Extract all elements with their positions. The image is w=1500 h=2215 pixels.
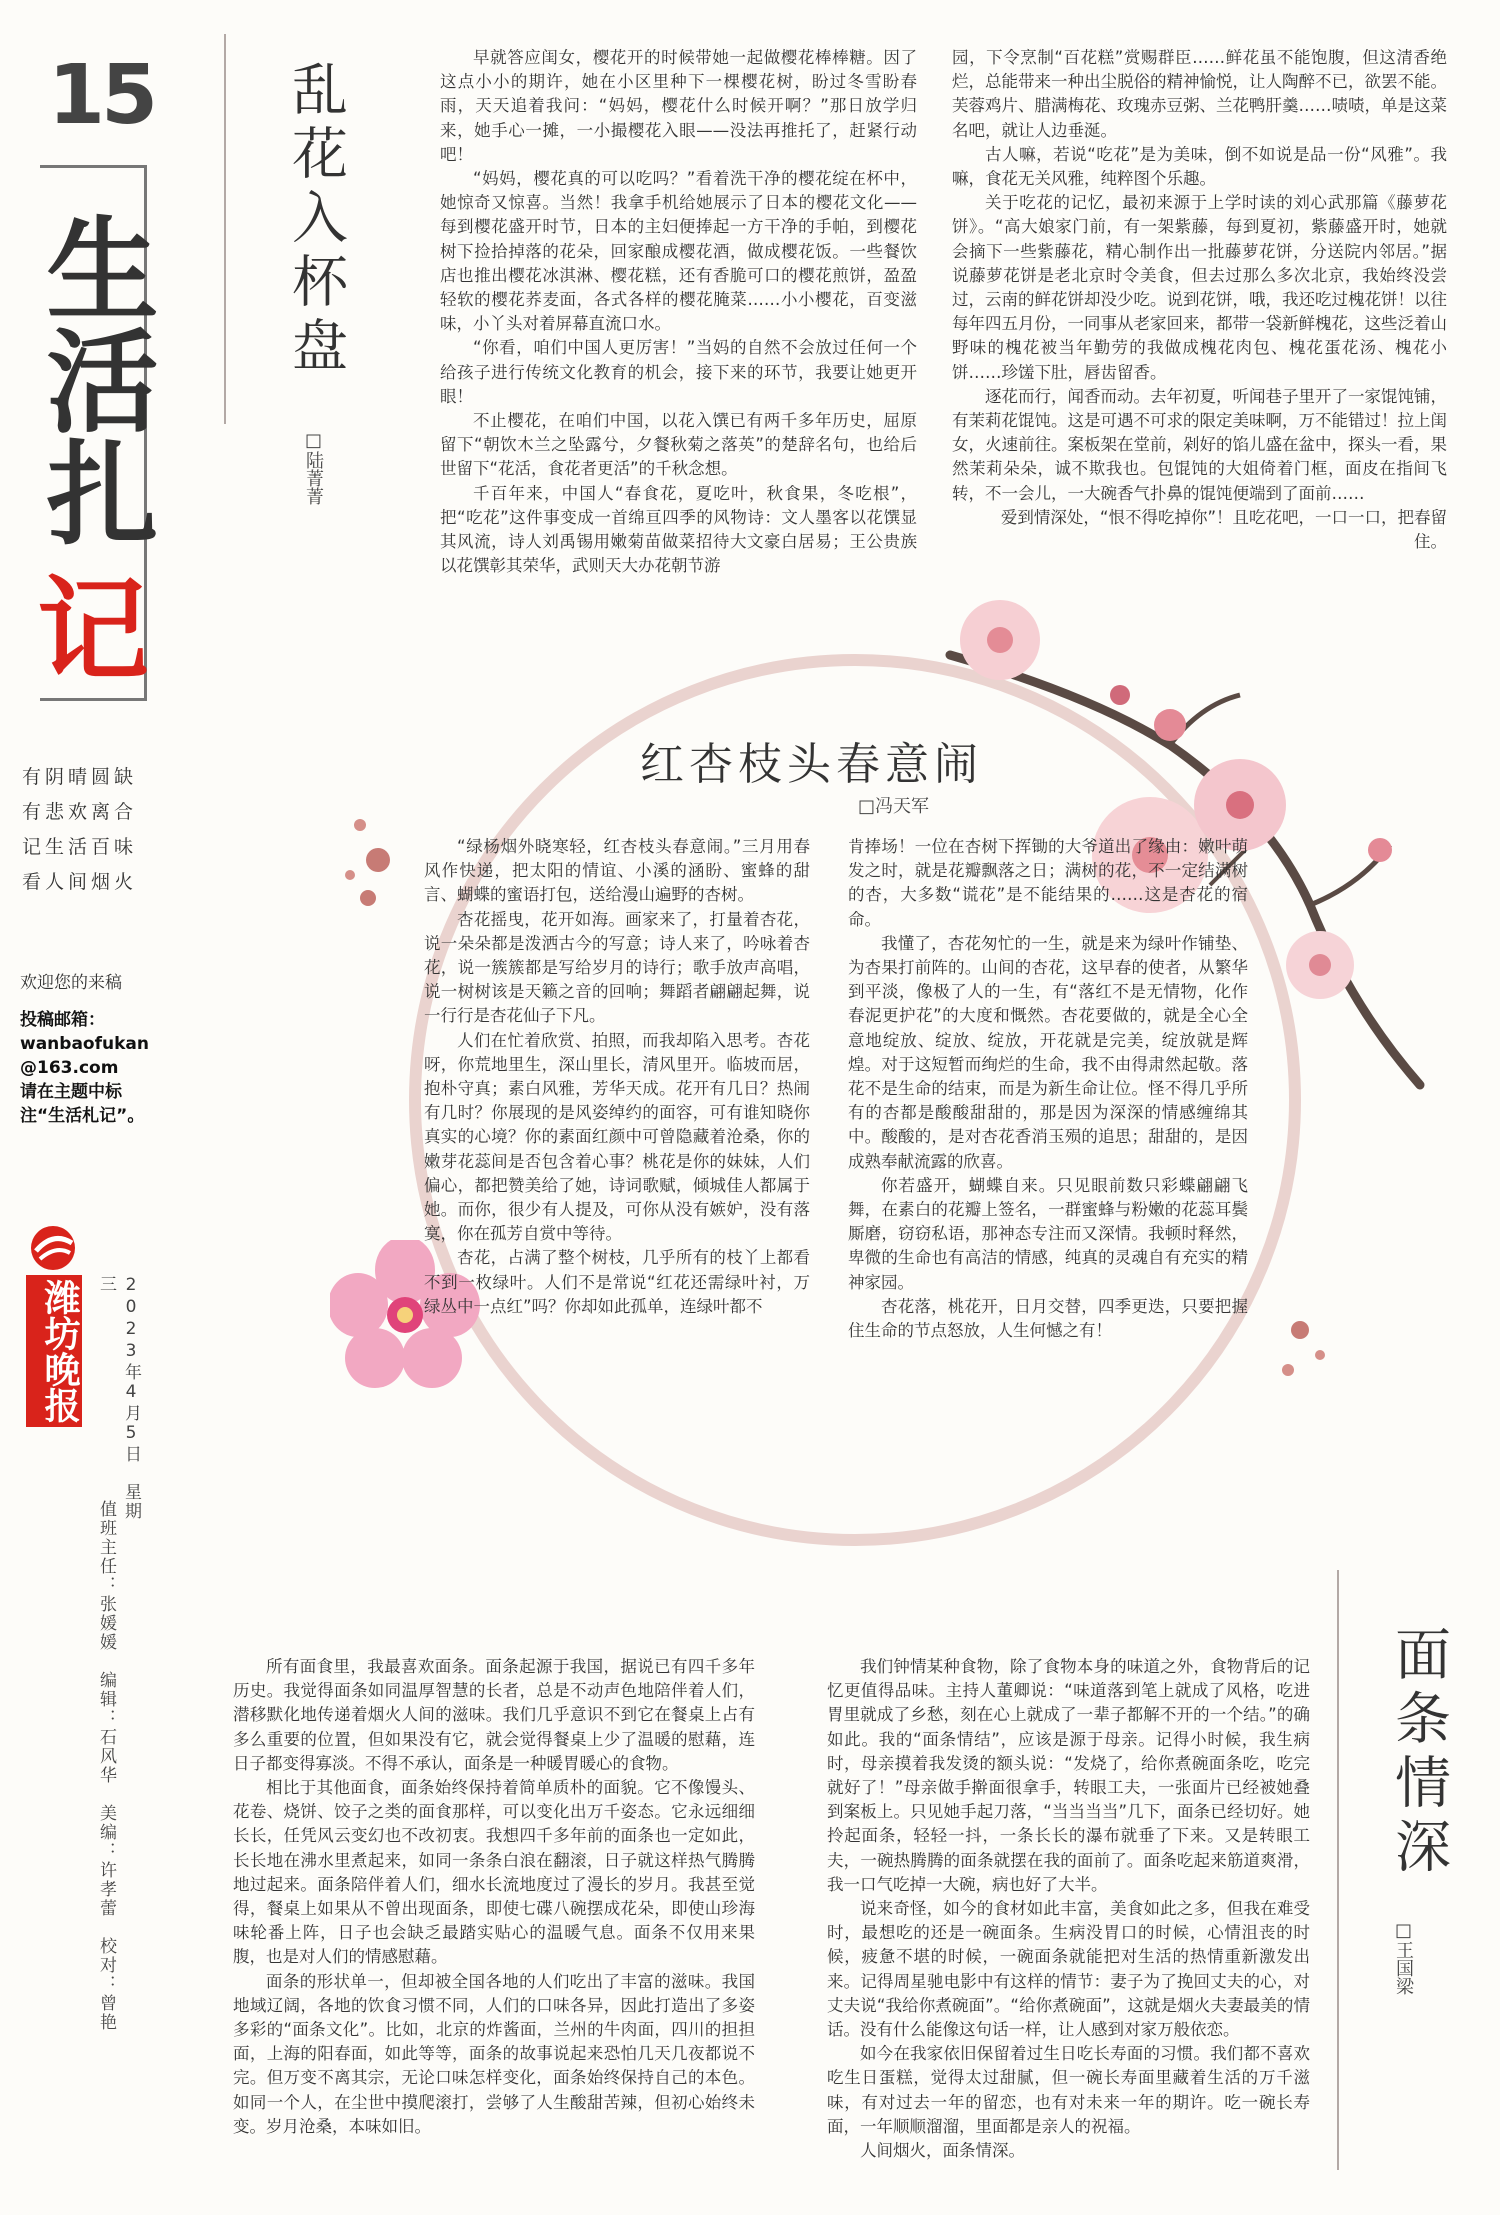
decor-dot [354, 819, 366, 831]
logo-swirl-icon [26, 1223, 80, 1273]
contact-block [20, 1008, 150, 1128]
article2-body-col2 [848, 835, 1248, 1510]
contact-label: 投稿邮箱： [20, 1010, 105, 1030]
contact-note: 请在主题中标注“生活札记”。 [20, 1082, 145, 1126]
article1-paragraph: 园，下令烹制“百花糕”赏赐群臣……鲜花虽不能饱腹，但这清香绝烂，总能带来一种出尘脱俗的精神愉悦，让人陶醉不已，欲罢不能。芙蓉鸡片、腊满梅花、玫瑰赤豆粥、兰花鸭肝羹……啧啧，单是这菜名吧，就让人边垂涎。 [952, 48, 1447, 140]
article2-body-col1 [424, 835, 810, 1515]
article3-author: □王国梁 [1393, 1920, 1414, 1995]
issue-weekday: 星期三 [96, 1275, 141, 1521]
article1-paragraph: 爱到情深处，“恨不得吃掉你”！且吃花吧，一口一口，把春留住。 [1000, 507, 1447, 552]
article2-paragraph: 你若盛开，蝴蝶自来。只见眼前数只彩蝶翩翩飞舞，在素白的花瓣上签名，一群蜜蜂与粉嫩的花蕊耳鬓厮磨，窃窃私语，那神态专注而又深情。我顿时释然，卑微的生命也有高洁的情感，纯真的灵魂自有充实的精神家园。 [848, 1175, 1248, 1292]
article1-paragraph: “妈妈，樱花真的可以吃吗？”看着洗干净的樱花绽在杯中，她惊奇又惊喜。当然！我拿手机给她展示了日本的樱花文化——每到樱花盛开时节，日本的主妇便捧起一方干净的手帕，到樱花树下捡拾掉落的花朵，回家酿成樱花酒，做成樱花饭。一些餐饮店也推出樱花冰淇淋、樱花糕，还有香脆可口的樱花煎饼，盈盈轻软的樱花荞麦面，各式各样的樱花腌菜……小小樱花，百变滋味，小丫头对着屏幕直流口水。 [440, 169, 917, 334]
article2-paragraph: 杏花，占满了整个树枝，几乎所有的枝丫上都看不到一枚绿叶。人们不是常说“红花还需绿叶衬，万绿丛中一点红”吗？你却如此孤单，连绿叶都不 [424, 1248, 810, 1316]
motto-line: 有阴晴圆缺 [22, 766, 138, 788]
article3-paragraph: 人间烟火，面条情深。 [860, 2141, 1025, 2161]
article3-paragraph: 所有面食里，我最喜欢面条。面条起源于我国，据说已有四千多年历史。我觉得面条如同温厚智慧的长者，总是不动声色地陪伴着人们，潜移默化地传递着烟火人间的滋味。我们几乎意识不到它在餐桌上占有多么重要的位置，但如果没有它，就会觉得餐桌上少了温暖的慰藉，连日子都变得寡淡。不得不承认，面条是一种暖胃暖心的食物。 [233, 1657, 755, 1773]
article3-paragraph: 说来奇怪，如今的食材如此丰富，美食如此之多，但我在难受时，最想吃的还是一碗面条。生病没胃口的时候，心情沮丧的时候，疲惫不堪的时候，一碗面条就能把对生活的热情重新激发出来。记得周星驰电影中有这样的情节：妻子为了挽回丈夫的心，对丈夫说“我给你煮碗面”。“给你煮碗面”，这就是烟火夫妻最美的情话。没有什么能像这句话一样，让人感到对家万般依恋。 [827, 1899, 1310, 2040]
column-title-accent: 记 [37, 565, 149, 696]
issue-date: 2023年4月5日 [121, 1275, 141, 1464]
article3-title: 面条情深 [1386, 1625, 1451, 1881]
article1-body-col2 [952, 46, 1447, 614]
article2-paragraph: 人们在忙着欣赏、拍照，而我却陷入思考。杏花呀，你荒地里生，深山里长，清风里开。临坡而居，抱朴守真；素白风雅，芳华天成。花开有几日？热闹有几时？你展现的是风姿绰约的面容，可有谁知晓你真实的心境？你的素面红颜中可曾隐藏着沧桑，你的嫩芽花蕊间是否包含着心事？桃花是你的妹妹，人们偏心，都把赞美给了她，诗词歌赋，倾城佳人都属于她。而你，很少有人提及，可你从没有嫉妒，没有落寞，你在孤芳自赏中等待。 [424, 1030, 810, 1244]
article2-paragraph: 肯捧场！一位在杏树下挥锄的大爷道出了缘由：嫩叶萌发之时，就是花瓣飘落之日；满树的花，不一定结满树的杏，大多数“谎花”是不能结果的……这是杏花的宿命。 [848, 837, 1248, 929]
blossom-flower [960, 600, 1040, 680]
article2-paragraph: “绿杨烟外晓寒轻，红杏枝头春意闹。”三月用春风作快递，把太阳的情谊、小溪的涵盼、蜜蜂的甜言、蝴蝶的蜜语打包，送给漫山遍野的杏树。 [424, 837, 810, 905]
column-title-main: 生活扎 [28, 211, 159, 547]
article2-paragraph: 杏花落，桃花开，日月交替，四季更迭，只要把握住生命的节点怒放，人生何憾之有！ [848, 1296, 1248, 1341]
article2-title: 红杏枝头春意闹 [640, 739, 983, 790]
decor-dot [345, 870, 355, 880]
blossom-flower [1286, 931, 1354, 999]
newspaper-logo [26, 1223, 86, 1463]
staff-credits: 值班主任：张媛媛 编辑：石风华 美编：许孝蕾 校对：曾艳 [96, 1500, 116, 2032]
column-motto [22, 760, 137, 900]
article2-paragraph: 杏花摇曳，花开如海。画家来了，打量着杏花，说一朵朵都是泼洒古今的写意；诗人来了，吟咏着杏花，说一簇簇都是写给岁月的诗行；歌手放声高唱，说一树树该是天籁之音的回响；舞蹈者翩翩起舞，说一行行是杏花仙子下凡。 [424, 909, 810, 1026]
article2-author: □冯天军 [858, 796, 930, 817]
decor-dot [360, 890, 376, 906]
motto-line: 记生活百味 [22, 836, 138, 858]
motto-line: 有悲欢离合 [22, 801, 138, 823]
decor-dot [366, 848, 390, 872]
column-title [28, 190, 158, 694]
decor-dot [1315, 1350, 1325, 1360]
welcome-text: 欢迎您的来稿 [20, 973, 122, 993]
article1-author: □陆菁菁 [303, 430, 324, 505]
article1-title: 乱花入杯盘 [283, 60, 348, 380]
article2-paragraph: 我懂了，杏花匆忙的一生，就是来为绿叶作铺垫、为杏果打前阵的。山间的杏花，这早春的使者，从繁华到平淡，像极了人的一生，有“落红不是无情物，化作春泥更护花”的大度和慨然。杏花要做的，就是全心全意地绽放、绽放、绽放，开花就是完美，绽放就是辉煌。对于这短暂而绚烂的生命，我不由得肃然起敬。落花不是生命的结束，而是为新生命让位。怪不得几乎所有的杏都是酸酸甜甜的，那是因为深深的情感缠绵其中。酸酸的，是对杏花香消玉殒的追思；甜甜的，是因成熟奉献流露的欣喜。 [848, 933, 1248, 1171]
date-line [94, 1275, 144, 1535]
motto-line: 看人间烟火 [22, 871, 138, 893]
article1-paragraph: 逐花而行，闻香而动。去年初夏，听闻巷子里开了一家馄饨铺，有茉莉花馄饨。这是可遇不可求的限定美味啊，万不能错过！拉上闺女，火速前往。案板架在堂前，剁好的馅儿盛在盆中，探头一看，果然茉莉朵朵，诚不欺我也。包馄饨的大姐倚着门框，面皮在指间飞转，不一会儿，一大碗香气扑鼻的馄饨便端到了面前…… [952, 386, 1447, 503]
article1-paragraph: 千百年来，中国人“春食花，夏吃叶，秋食果，冬吃根”，把“吃花”这件事变成一首绵亘四季的风物诗：文人墨客以花馔显其风流，诗人刘禹锡用嫩菊苗做菜招待大文豪白居易；王公贵族以花馔彰其荣华，武则天大办花朝节游 [440, 483, 917, 576]
article3-paragraph: 面条的形状单一，但却被全国各地的人们吃出了丰富的滋味。我国地域辽阔，各地的饮食习惯不同，人们的口味各异，因此打造出了多姿多彩的“面条文化”。比如，北京的炸酱面，兰州的牛肉面，四川的担担面，上海的阳春面，如此等等，面条的故事说起来恐怕几天几夜都说不完。但万变不离其宗，无论口味怎样变化，面条始终保持自己的本色。如同一个人，在尘世中摸爬滚打，尝够了人生酸甜苦辣，但初心始终未变。岁月沧桑，本味如旧。 [233, 1971, 755, 2136]
article3-paragraph: 我们钟情某种食物，除了食物本身的味道之外，食物背后的记忆更值得品味。主持人董卿说：“味道落到笔上就成了风格，吃进胃里就成了乡愁，刻在心上就成了一辈子都解不开的一个结。”的确如此。我的“面条情结”，应该是源于母亲。记得小时候，我生病时，母亲摸着我发烫的额头说：“发烧了，给你煮碗面条吃，吃完就好了！”母亲做手擀面很拿手，转眼工夫，一张面片已经被她叠到案板上。只见她手起刀落，“当当当当”几下，面条已经切好。她拎起面条，轻轻一抖，一条长长的瀑布就垂了下来。又是转眼工夫，一碗热腾腾的面条就摆在我的面前了。面条吃起来筋道爽滑，我一口气吃掉一大碗，病也好了大半。 [827, 1657, 1310, 1894]
article1-paragraph: 古人嘛，若说“吃花”是为美味，倒不如说是品一份“风雅”。我嘛，食花无关风雅，纯粹图个乐趣。 [952, 144, 1447, 189]
article3-paragraph: 相比于其他面食，面条始终保持着简单质朴的面貌。它不像馒头、花卷、烧饼、饺子之类的面食那样，可以变化出万千姿态。它永远细细长长，任凭风云变幻也不改初衷。我想四千多年前的面条也一定如此，长长地在沸水里煮起来，如同一条条白浪在翻滚，日子就这样热气腾腾地过起来。面条陪伴着人们，细水长流地度过了漫长的岁月。我甚至觉得，餐桌上如果从不曾出现面条，即使七碟八碗摆成花朵，即使山珍海味轮番上阵，日子也会缺乏最踏实贴心的温暖气息。面条不仅用来果腹，也是对人们的情感慰藉。 [233, 1778, 755, 1967]
article3-body-col2 [827, 1655, 1310, 2207]
article1-body-col1 [440, 46, 917, 616]
contact-email[interactable]: wanbaofukan@163.com [20, 1034, 149, 1078]
page-number: 15 [48, 48, 155, 143]
article1-paragraph: 早就答应闺女，樱花开的时候带她一起做樱花棒棒糖。因了这点小小的期许，她在小区里种下一棵樱花树，盼过冬雪盼春雨，天天追着我问：“妈妈，樱花什么时候开啊？”那日放学归来，她手心一摊，一小撮樱花入眼——没法再推托了，赶紧行动吧！ [440, 48, 917, 164]
decor-dot [1291, 1321, 1309, 1339]
article1-paragraph: 不止樱花，在咱们中国，以花入馔已有两千多年历史，屈原留下“朝饮木兰之坠露兮，夕餐秋菊之落英”的楚辞名句，也给后世留下“花活，食花者更活”的千秋念想。 [440, 411, 917, 479]
decor-dot [1282, 1364, 1294, 1376]
article3-body-col1 [233, 1655, 755, 2207]
article1-paragraph: 关于吃花的记忆，最初来源于上学时读的刘心武那篇《藤萝花饼》。“高大娘家门前，有一架紫藤，每到夏初，紫藤盛开时，她就会摘下一些紫藤花，精心制作出一批藤萝花饼，分送院内邻居。”据说藤萝花饼是老北京时令美食，但去过那么多次北京，我始终没尝过，云南的鲜花饼却没少吃。说到花饼，哦，我还吃过槐花饼！以往每年四五月份，一同事从老家回来，都带一袋新鲜槐花，这些泛着山野味的槐花被当年勤劳的我做成槐花肉包、槐花蛋花汤、槐花小饼……珍馐下肚，唇齿留香。 [952, 193, 1447, 382]
article3-paragraph: 如今在我家依旧保留着过生日吃长寿面的习惯。我们都不喜欢吃生日蛋糕，觉得太过甜腻，但一碗长寿面里藏着生活的万千滋味，有对过去一年的留恋，也有对未来一年的期许。吃一碗长寿面，一年顺顺溜溜，里面都是亲人的祝福。 [827, 2044, 1310, 2136]
paper-name: 潍坊晚报 [26, 1275, 82, 1427]
article1-paragraph: “你看，咱们中国人更厉害！”当妈的自然不会放过任何一个给孩子进行传统文化教育的机会，接下来的环节，我要让她更开眼！ [440, 338, 917, 406]
